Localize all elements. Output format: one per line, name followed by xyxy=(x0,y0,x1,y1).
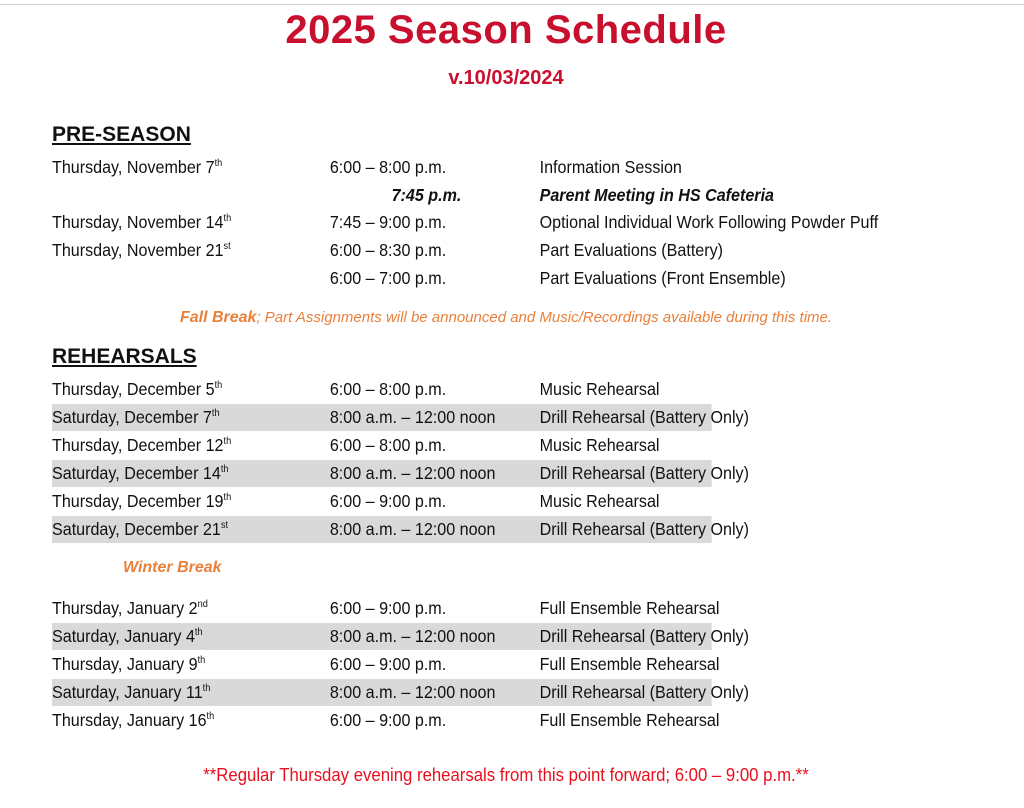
row-date: Thursday, December 12th xyxy=(52,435,232,455)
table-row xyxy=(52,182,775,209)
row-event: Information Session xyxy=(539,157,682,177)
table-row xyxy=(52,460,749,487)
row-date: Thursday, November 21st xyxy=(52,240,231,260)
row-time: 6:00 – 9:00 p.m. xyxy=(329,654,447,674)
rehearsals-heading: REHEARSALS xyxy=(52,345,197,368)
row-event: Full Ensemble Rehearsal xyxy=(539,598,720,618)
row-time: 6:00 – 9:00 p.m. xyxy=(329,710,447,730)
row-time: 7:45 p.m. xyxy=(391,185,462,205)
table-row xyxy=(52,404,749,431)
fall-break-label: Fall Break xyxy=(179,309,257,326)
winter-break-label: Winter Break xyxy=(123,559,222,576)
row-event: Full Ensemble Rehearsal xyxy=(539,710,720,730)
row-time: 6:00 – 9:00 p.m. xyxy=(329,491,447,511)
row-time: 6:00 – 8:00 p.m. xyxy=(329,435,447,455)
row-event: Drill Rehearsal (Battery Only) xyxy=(539,407,749,427)
preseason-heading: PRE-SEASON xyxy=(52,123,191,146)
table-row xyxy=(52,265,786,292)
row-date: Thursday, December 19th xyxy=(52,491,232,511)
table-row xyxy=(52,376,712,403)
row-event: Music Rehearsal xyxy=(539,435,660,455)
row-event: Parent Meeting in HS Cafeteria xyxy=(539,185,775,205)
table-row xyxy=(52,623,749,650)
row-time: 6:00 – 8:00 p.m. xyxy=(329,379,447,399)
row-event: Part Evaluations (Battery) xyxy=(539,240,724,260)
table-row xyxy=(52,595,720,622)
row-event: Optional Individual Work Following Powder Puff xyxy=(539,212,879,232)
table-row xyxy=(52,516,749,543)
row-time: 6:00 – 9:00 p.m. xyxy=(329,598,447,618)
top-divider xyxy=(0,4,1024,5)
fall-break-note xyxy=(0,309,1012,327)
table-row xyxy=(52,237,724,264)
row-date: Thursday, January 2nd xyxy=(52,598,208,618)
row-event: Music Rehearsal xyxy=(539,491,660,511)
row-date: Thursday, January 16th xyxy=(52,710,215,730)
table-row xyxy=(52,679,749,706)
row-date: Thursday, December 5th xyxy=(52,379,223,399)
row-event: Music Rehearsal xyxy=(539,379,660,399)
version-label: v.10/03/2024 xyxy=(448,67,564,89)
row-time: 8:00 a.m. – 12:00 noon xyxy=(329,463,496,483)
row-date: Saturday, January 11th xyxy=(52,682,211,702)
row-date: Saturday, December 7th xyxy=(52,407,220,427)
table-row xyxy=(52,154,712,181)
row-time: 8:00 a.m. – 12:00 noon xyxy=(329,682,496,702)
row-time: 6:00 – 7:00 p.m. xyxy=(329,268,447,288)
table-row xyxy=(52,432,712,459)
row-event: Drill Rehearsal (Battery Only) xyxy=(539,626,749,646)
row-date: Saturday, December 21st xyxy=(52,519,229,539)
fall-break-text: ; Part Assignments will be announced and Music/Recordings available during this time. xyxy=(256,309,833,326)
row-event: Part Evaluations (Front Ensemble) xyxy=(539,268,786,288)
footer-note: **Regular Thursday evening rehearsals from this point forward; 6:00 – 9:00 p.m.** xyxy=(203,765,809,785)
row-date: Saturday, January 4th xyxy=(52,626,203,646)
row-event: Full Ensemble Rehearsal xyxy=(539,654,720,674)
row-time: 7:45 – 9:00 p.m. xyxy=(329,212,447,232)
row-event: Drill Rehearsal (Battery Only) xyxy=(539,463,749,483)
row-time: 6:00 – 8:30 p.m. xyxy=(329,240,447,260)
row-time: 6:00 – 8:00 p.m. xyxy=(329,157,447,177)
table-row xyxy=(52,209,879,236)
row-event: Drill Rehearsal (Battery Only) xyxy=(539,519,749,539)
row-time: 8:00 a.m. – 12:00 noon xyxy=(329,626,496,646)
page-title: 2025 Season Schedule xyxy=(285,8,727,52)
row-time: 8:00 a.m. – 12:00 noon xyxy=(329,407,496,427)
row-date: Thursday, November 14th xyxy=(52,212,232,232)
row-time: 8:00 a.m. – 12:00 noon xyxy=(329,519,496,539)
row-event: Drill Rehearsal (Battery Only) xyxy=(539,682,749,702)
table-row xyxy=(52,488,712,515)
row-date: Thursday, November 7th xyxy=(52,157,223,177)
row-date: Saturday, December 14th xyxy=(52,463,229,483)
table-row xyxy=(52,707,720,734)
row-date: Thursday, January 9th xyxy=(52,654,206,674)
table-row xyxy=(52,651,720,678)
